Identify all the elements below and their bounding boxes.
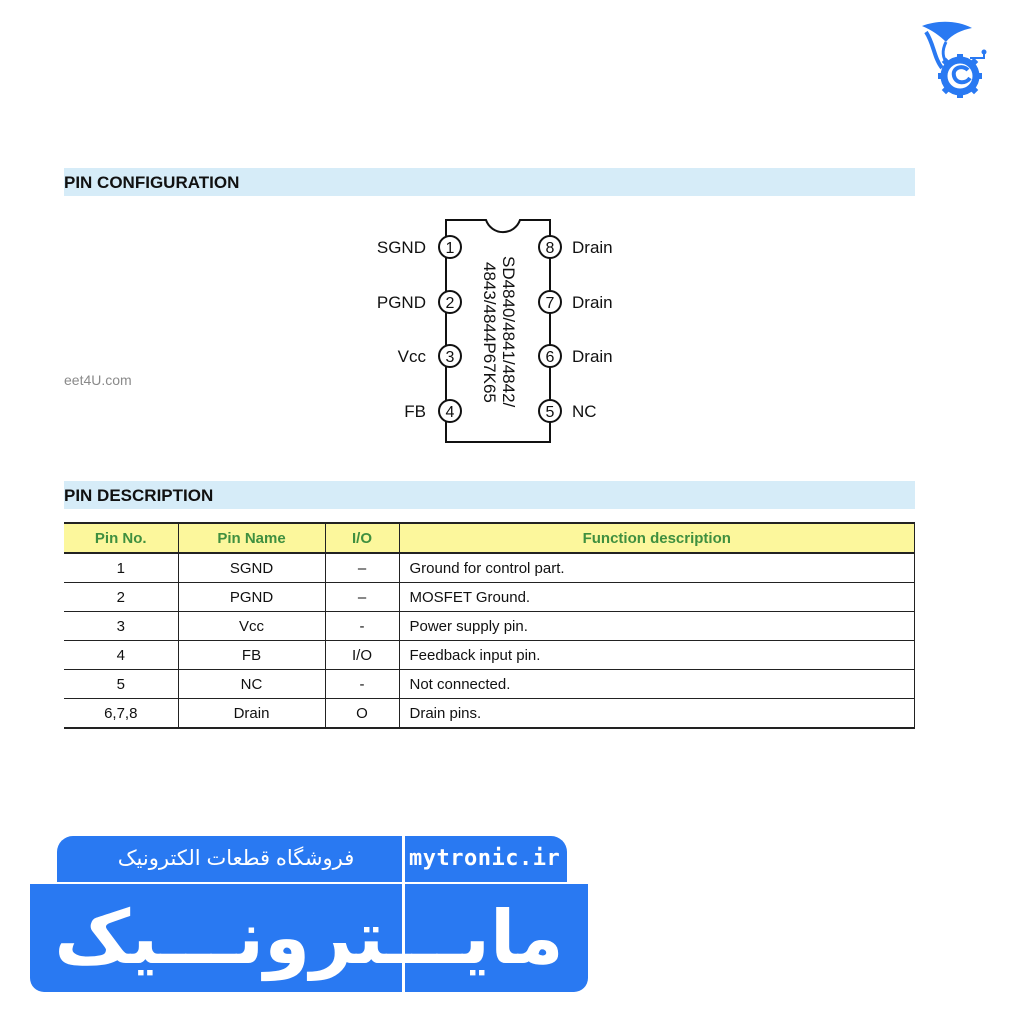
pin-3-label: Vcc [397, 347, 426, 366]
pin-7-label: Drain [572, 293, 613, 312]
cell-pin-no: 6,7,8 [64, 699, 178, 729]
pin-1-label: SGND [376, 238, 426, 257]
cell-io: - [325, 612, 399, 641]
part-number-line-1: SD4840/4841/4842/ [499, 256, 518, 408]
cell-io: – [325, 553, 399, 583]
banner-site-link[interactable]: mytronic.ir [409, 846, 561, 871]
banner-divider [402, 836, 405, 882]
table-row [64, 699, 915, 729]
header-function: Function description [399, 523, 915, 553]
table-header-row [64, 523, 915, 553]
cell-function: Ground for control part. [399, 553, 915, 583]
pin-description-table [64, 522, 915, 729]
cell-pin-no: 4 [64, 641, 178, 670]
table-row [64, 612, 915, 641]
cell-pin-name: FB [178, 641, 325, 670]
pin-5-number: 5 [545, 404, 555, 421]
pin-4-label: FB [404, 402, 426, 421]
cell-function: Feedback input pin. [399, 641, 915, 670]
pin-2-label: PGND [376, 293, 426, 312]
pin-2-number: 2 [445, 295, 455, 312]
cell-io: - [325, 670, 399, 699]
pin-configuration-heading: PIN CONFIGURATION [64, 168, 915, 196]
pin-4-number: 4 [445, 404, 455, 421]
pin-6-number: 6 [545, 349, 555, 366]
banner-top-strip [57, 836, 567, 882]
header-pin-no: Pin No. [64, 523, 178, 553]
table-row [64, 583, 915, 612]
cell-pin-no: 2 [64, 583, 178, 612]
pin-6-label: Drain [572, 347, 613, 366]
cell-function: MOSFET Ground. [399, 583, 915, 612]
ic-package-diagram [360, 210, 660, 450]
pin-3-number: 3 [445, 349, 455, 366]
cell-io: I/O [325, 641, 399, 670]
cell-pin-name: Drain [178, 699, 325, 729]
banner-brand-strip [30, 884, 588, 992]
cell-function: Not connected. [399, 670, 915, 699]
table-row [64, 553, 915, 583]
pin-5-label: NC [572, 402, 597, 421]
cell-pin-no: 1 [64, 553, 178, 583]
pin-1-number: 1 [445, 240, 455, 257]
pin-8-number: 8 [545, 240, 555, 257]
cell-io: – [325, 583, 399, 612]
table-row [64, 641, 915, 670]
header-io: I/O [325, 523, 399, 553]
cell-pin-no: 3 [64, 612, 178, 641]
part-number-line-2: 4843/4844P67K65 [480, 262, 499, 403]
pin-8-label: Drain [572, 238, 613, 257]
pin-7-number: 7 [545, 295, 555, 312]
cell-pin-no: 5 [64, 670, 178, 699]
banner-brand-name: مایـــترونـــیک [54, 896, 564, 979]
cell-pin-name: NC [178, 670, 325, 699]
cell-pin-name: SGND [178, 553, 325, 583]
shark-gear-logo-icon [912, 18, 992, 102]
banner-tagline: فروشگاه قطعات الکترونیک [117, 847, 355, 870]
pin-description-heading: PIN DESCRIPTION [64, 481, 915, 509]
header-pin-name: Pin Name [178, 523, 325, 553]
cell-function: Drain pins. [399, 699, 915, 729]
cell-pin-name: PGND [178, 583, 325, 612]
cell-io: O [325, 699, 399, 729]
cell-function: Power supply pin. [399, 612, 915, 641]
table-row [64, 670, 915, 699]
cell-pin-name: Vcc [178, 612, 325, 641]
watermark-text: eet4U.com [64, 372, 132, 388]
